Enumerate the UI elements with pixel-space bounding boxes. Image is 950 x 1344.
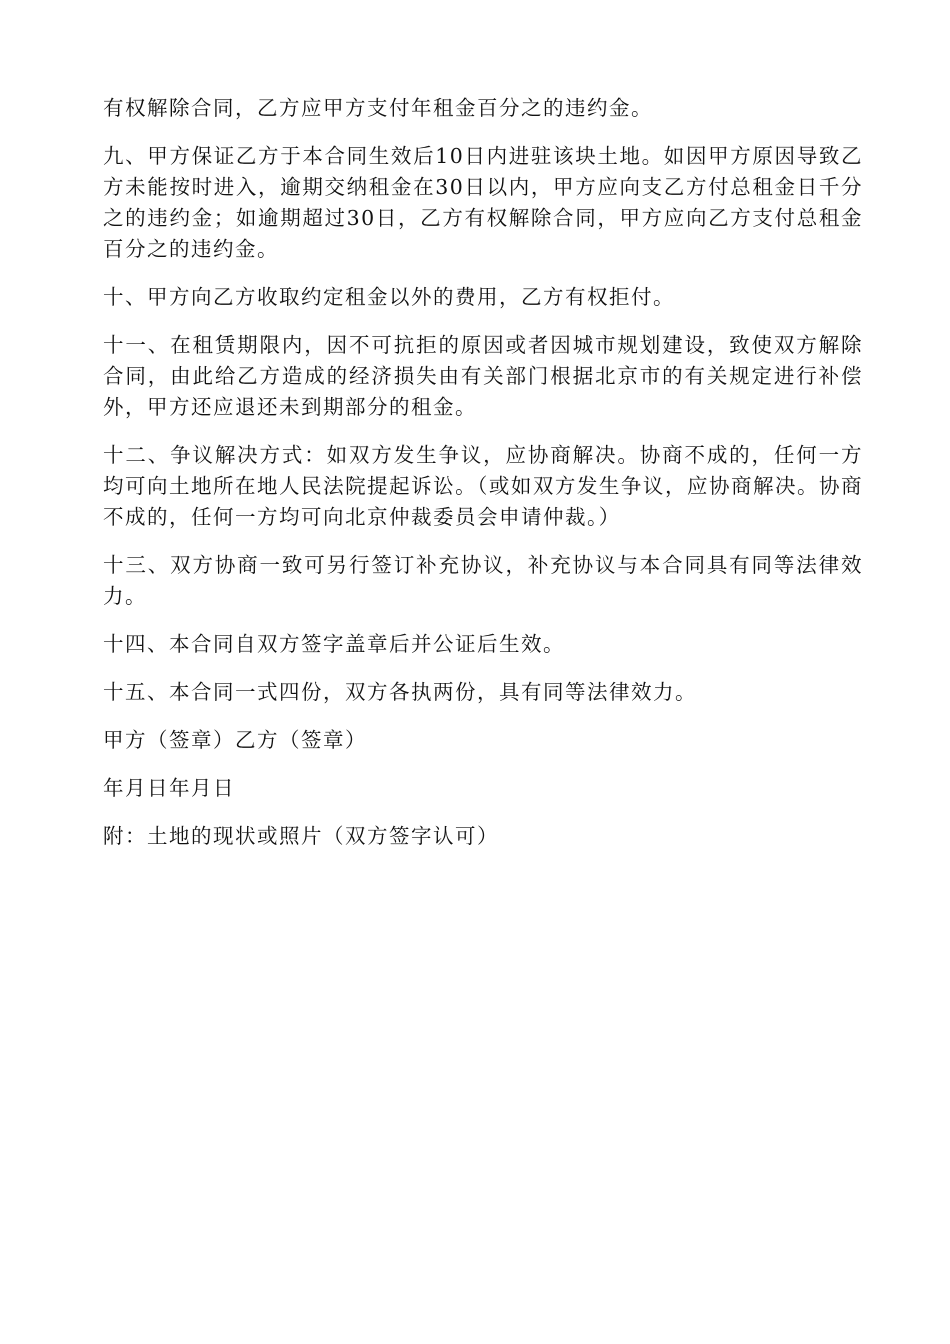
document-body: [103, 93, 863, 869]
paragraph-clause-9: 九、甲方保证乙方于本合同生效后10日内进驻该块土地。如因甲方原因导致乙方未能按时进入，逾期交纳租金在30日以内，甲方应向支乙方付总租金日千分之的违约金；如逾期超过30日，乙方有权解除合同，甲方应向乙方支付总租金百分之的违约金。: [103, 144, 863, 261]
paragraph-clause-11: 十一、在租赁期限内，因不可抗拒的原因或者因城市规划建设，致使双方解除合同，由此给乙方造成的经济损失由有关部门根据北京市的有关规定进行补偿外，甲方还应退还未到期部分的租金。: [103, 333, 863, 419]
paragraph-clause-10: 十、甲方向乙方收取约定租金以外的费用，乙方有权拒付。: [103, 285, 675, 309]
paragraph-clause-14: 十四、本合同自双方签字盖章后并公证后生效。: [103, 632, 565, 656]
attachment-note: 附：土地的现状或照片（双方签字认可）: [103, 824, 499, 848]
date-line: 年月日年月日: [103, 776, 235, 800]
paragraph-clause-15: 十五、本合同一式四份，双方各执两份，具有同等法律效力。: [103, 680, 697, 704]
paragraph-breach-termination: 有权解除合同，乙方应甲方支付年租金百分之的违约金。: [103, 96, 653, 120]
paragraph-clause-13: 十三、双方协商一致可另行签订补充协议，补充协议与本合同具有同等法律效力。: [103, 553, 863, 608]
paragraph-clause-12: 十二、争议解决方式：如双方发生争议，应协商解决。协商不成的，任何一方均可向土地所在地人民法院提起诉讼。（或如双方发生争议，应协商解决。协商不成的，任何一方均可向北京仲裁委员会申请仲裁。）: [103, 443, 863, 529]
signature-line: 甲方（签章）乙方（签章）: [103, 728, 367, 752]
